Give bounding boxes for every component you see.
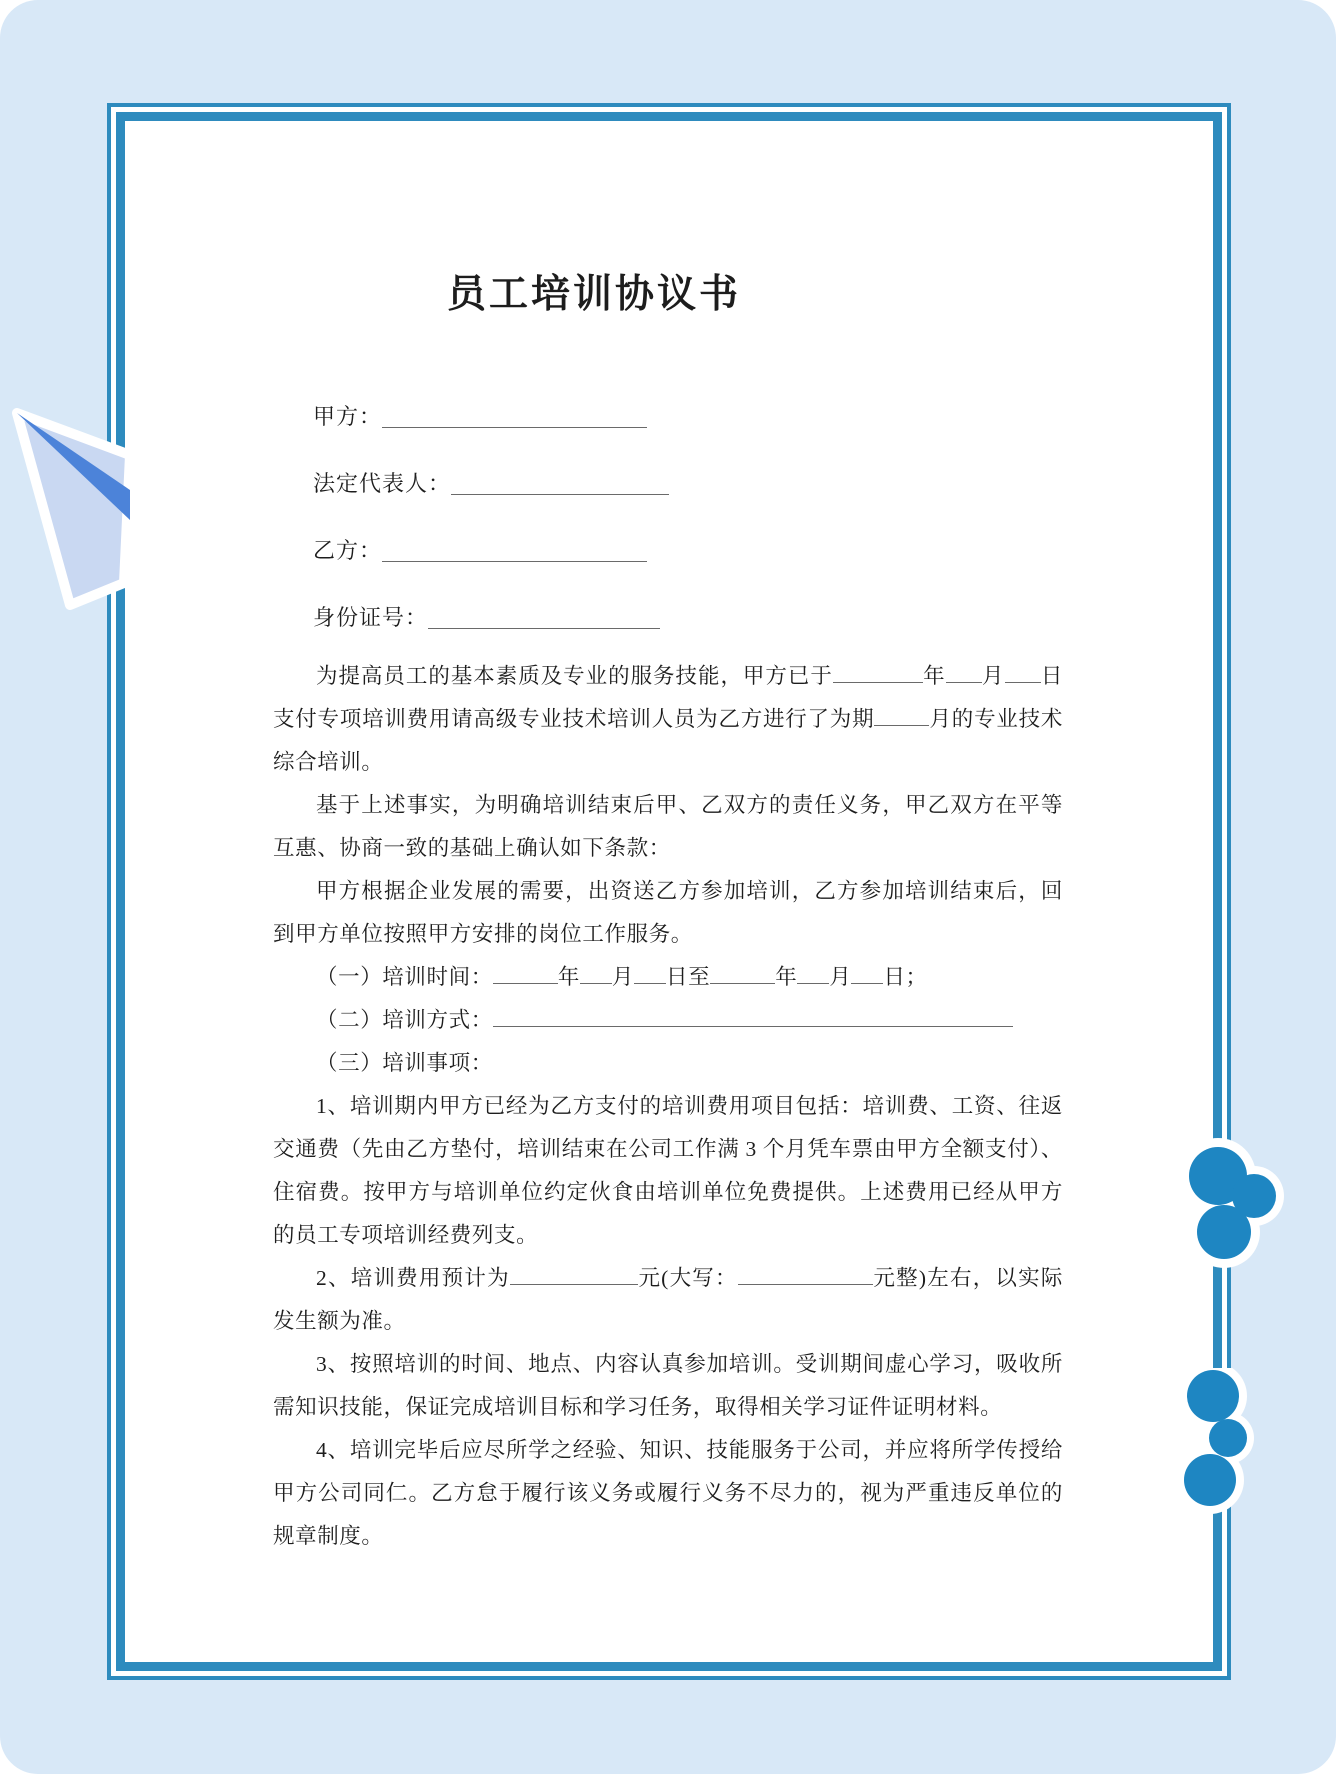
document-paper xyxy=(107,103,1231,1680)
paragraph xyxy=(273,655,1063,784)
paragraph-text: 3、按照培训的时间、地点、内容认真参加培训。受训期间虚心学习，吸收所需知识技能，保证完成培训目标和学习任务，取得相关学习证件证明材料。 xyxy=(273,1352,1063,1419)
fill-in-blank xyxy=(874,705,929,726)
paragraph-text: 日支付专项培训费用请高级专业技术培训人员为乙方进行了为期 xyxy=(273,664,1063,731)
paragraph xyxy=(273,1257,1063,1343)
fill-in-blank xyxy=(1005,662,1041,683)
fill-in-blank xyxy=(797,963,829,984)
field-row xyxy=(313,499,1063,566)
paragraph xyxy=(273,870,1063,956)
paragraph xyxy=(273,784,1063,870)
field-label: 身份证号： xyxy=(313,605,429,630)
paragraph-text: 日； xyxy=(883,965,928,989)
paragraph xyxy=(273,999,1063,1042)
document-body xyxy=(273,655,1063,1558)
fill-in-blank xyxy=(428,607,660,629)
paragraph-text: （二）培训方式： xyxy=(316,1008,493,1032)
paragraph-text: 甲方根据企业发展的需要，出资送乙方参加培训，乙方参加培训结束后，回到甲方单位按照甲方安排的岗位工作服务。 xyxy=(273,879,1063,946)
paragraph xyxy=(273,1429,1063,1558)
paragraph-text: 4、培训完毕后应尽所学之经验、知识、技能服务于公司，并应将所学传授给甲方公司同仁。乙方怠于履行该义务或履行义务不尽力的，视为严重违反单位的规章制度。 xyxy=(273,1438,1063,1548)
paragraph-text: 基于上述事实，为明确培训结束后甲、乙双方的责任义务，甲乙双方在平等互惠、协商一致的基础上确认如下条款： xyxy=(273,793,1063,860)
fill-in-blank xyxy=(451,473,669,495)
fill-in-blank xyxy=(634,963,666,984)
fill-in-blank xyxy=(493,963,558,984)
paragraph-text: 年 xyxy=(775,965,798,989)
paragraph-text: 月 xyxy=(829,965,852,989)
paragraph-text: 月 xyxy=(611,965,635,989)
paragraph-text: 月的专业技术综合培训。 xyxy=(273,707,1063,774)
fill-in-blank xyxy=(382,540,647,562)
fill-in-blank xyxy=(382,406,647,428)
fill-in-blank xyxy=(710,963,775,984)
paragraph-text: 1、培训期内甲方已经为乙方支付的培训费用项目包括：培训费、工资、往返交通费（先由乙方垫付，培训结束在公司工作满 3 个月凭车票由甲方全额支付）、住宿费。按甲方与培训单位约定伙食由培训单位免费提供。上述费用已经从甲方的员工专项培训经费列支。 xyxy=(273,1094,1063,1247)
paragraph-text: （三）培训事项： xyxy=(316,1051,493,1075)
field-label: 甲方： xyxy=(313,404,383,429)
fill-in-blank xyxy=(510,1264,638,1285)
field-row xyxy=(313,365,1063,432)
fill-in-blank xyxy=(580,963,612,984)
paragraph xyxy=(273,1085,1063,1257)
paragraph-text: 月 xyxy=(981,664,1005,688)
fill-in-blank xyxy=(851,963,883,984)
paragraph-text: 元(大写： xyxy=(637,1266,738,1290)
fill-in-blank xyxy=(946,662,982,683)
page-title: 员工培训协议书 xyxy=(446,273,741,316)
paragraph-text: 年 xyxy=(557,965,580,989)
paragraph xyxy=(273,956,1063,999)
paragraph-text: 元整)左右，以实际发生额为准。 xyxy=(273,1266,1063,1333)
paragraph-text: （一）培训时间： xyxy=(316,965,493,989)
fill-in-blank xyxy=(493,1006,1013,1027)
field-label: 法定代表人： xyxy=(313,471,452,496)
paragraph-text: 日至 xyxy=(666,965,711,989)
paragraph-text: 2、培训费用预计为 xyxy=(316,1266,510,1290)
form-fields xyxy=(313,365,1063,633)
paragraph-text: 为提高员工的基本素质及专业的服务技能，甲方已于 xyxy=(316,664,833,688)
document-content xyxy=(125,121,1213,1662)
paper-frame xyxy=(116,112,1222,1671)
fill-in-blank xyxy=(738,1264,873,1285)
paragraph-text: 年 xyxy=(922,664,946,688)
field-row xyxy=(313,432,1063,499)
fill-in-blank xyxy=(833,662,923,683)
field-row xyxy=(313,566,1063,633)
paragraph xyxy=(273,1343,1063,1429)
field-label: 乙方： xyxy=(313,538,383,563)
paragraph xyxy=(273,1042,1063,1085)
